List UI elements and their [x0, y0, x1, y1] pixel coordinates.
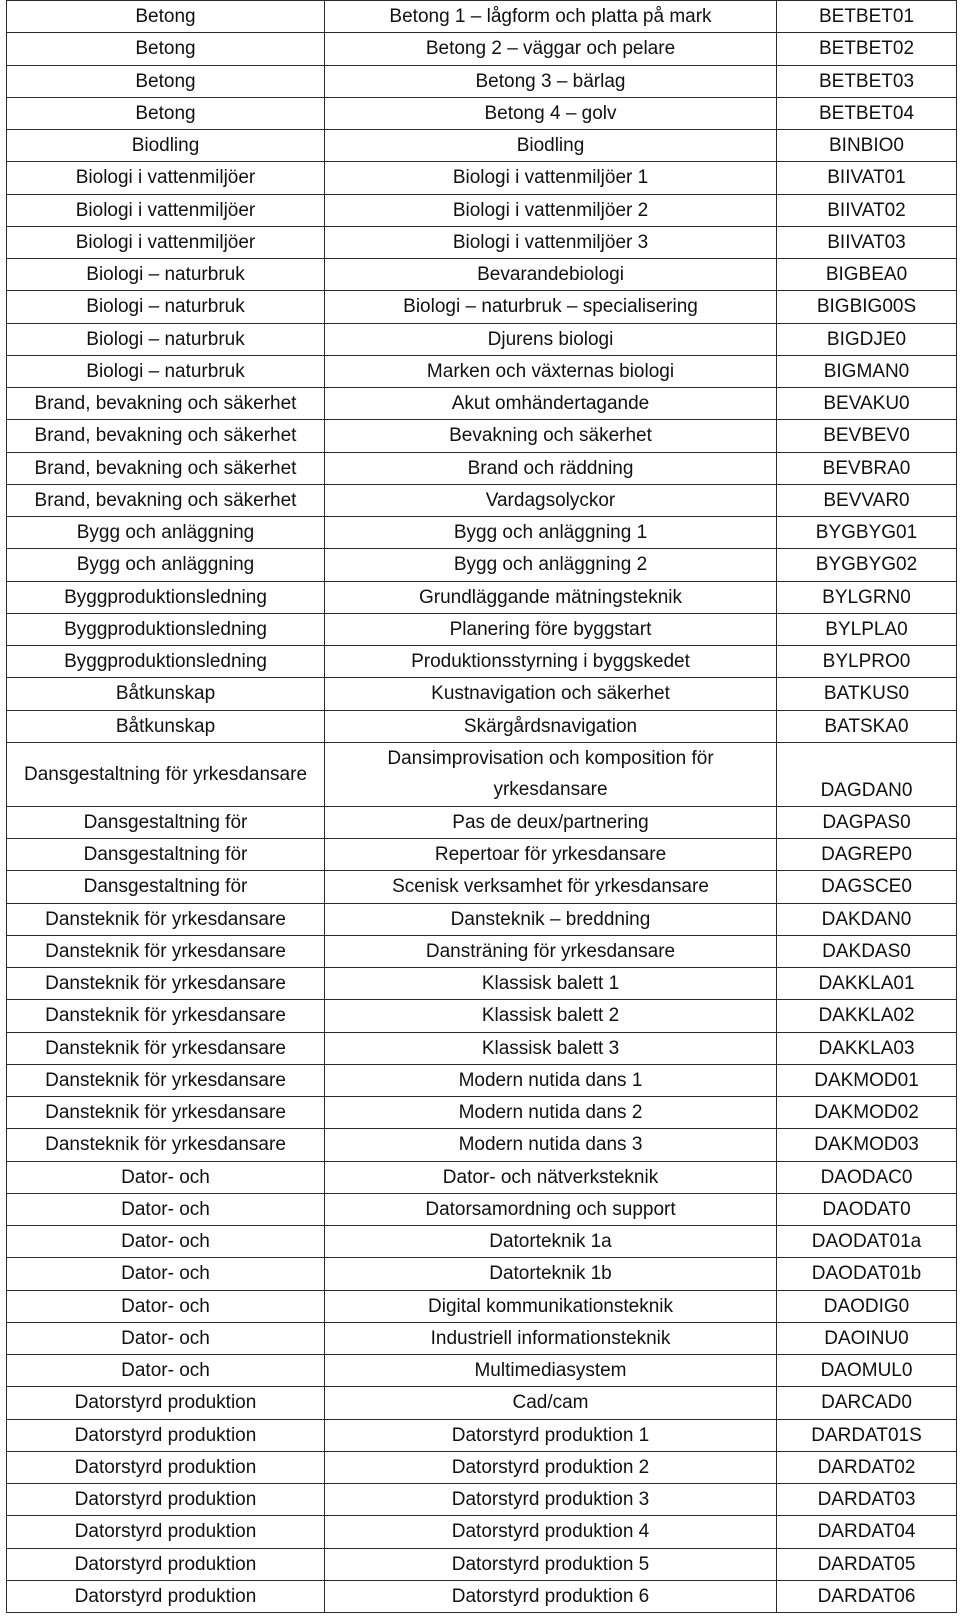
- subject-cell: Dansteknik för yrkesdansare: [7, 903, 325, 935]
- course-code-cell: BINBIO0: [777, 130, 957, 162]
- course-code-cell: BIIVAT02: [777, 194, 957, 226]
- course-code-cell: BEVVAR0: [777, 484, 957, 516]
- subject-cell: Biologi i vattenmiljöer: [7, 162, 325, 194]
- table-row: [7, 1032, 957, 1064]
- subject-cell: Dator- och: [7, 1290, 325, 1322]
- course-code-cell: DAKKLA02: [777, 1000, 957, 1032]
- course-code-cell: BATKUS0: [777, 678, 957, 710]
- table-row: [7, 839, 957, 871]
- course-code-cell: DAODAT01a: [777, 1226, 957, 1258]
- course-code-cell: BIGMAN0: [777, 355, 957, 387]
- course-name-cell: Planering före byggstart: [325, 613, 777, 645]
- table-row: [7, 1, 957, 33]
- course-name-cell: Repertoar för yrkesdansare: [325, 839, 777, 871]
- subject-cell: Dator- och: [7, 1161, 325, 1193]
- course-name-cell: Betong 4 – golv: [325, 97, 777, 129]
- course-name-cell: Datorteknik 1a: [325, 1226, 777, 1258]
- table-row: [7, 1258, 957, 1290]
- course-name-cell: Pas de deux/partnering: [325, 806, 777, 838]
- table-row: [7, 1290, 957, 1322]
- course-name-cell: Biologi – naturbruk – specialisering: [325, 291, 777, 323]
- subject-cell: Biologi i vattenmiljöer: [7, 194, 325, 226]
- course-name-cell: Marken och växternas biologi: [325, 355, 777, 387]
- course-name-cell: Grundläggande mätningsteknik: [325, 581, 777, 613]
- subject-cell: Dator- och: [7, 1226, 325, 1258]
- course-name-cell: Digital kommunikationsteknik: [325, 1290, 777, 1322]
- course-code-cell: BYGBYG02: [777, 549, 957, 581]
- course-name-cell: Biologi i vattenmiljöer 1: [325, 162, 777, 194]
- table-row: [7, 130, 957, 162]
- table-row: [7, 581, 957, 613]
- subject-cell: Biologi – naturbruk: [7, 291, 325, 323]
- course-name-cell: Datorstyrd produktion 3: [325, 1484, 777, 1516]
- table-row: [7, 484, 957, 516]
- course-code-cell: BYLPRO0: [777, 646, 957, 678]
- subject-cell: Bygg och anläggning: [7, 517, 325, 549]
- table-row: [7, 935, 957, 967]
- course-name-cell: Datorstyrd produktion 1: [325, 1419, 777, 1451]
- subject-cell: Datorstyrd produktion: [7, 1419, 325, 1451]
- subject-cell: Dator- och: [7, 1258, 325, 1290]
- subject-cell: Betong: [7, 33, 325, 65]
- course-code-cell: DAKMOD03: [777, 1129, 957, 1161]
- course-name-cell: Kustnavigation och säkerhet: [325, 678, 777, 710]
- course-name-cell: Bevarandebiologi: [325, 259, 777, 291]
- course-name-cell: Klassisk balett 1: [325, 968, 777, 1000]
- course-code-cell: BEVBRA0: [777, 452, 957, 484]
- table-row: [7, 903, 957, 935]
- table-row: [7, 1161, 957, 1193]
- table-row: [7, 742, 957, 806]
- course-name-cell: Betong 3 – bärlag: [325, 65, 777, 97]
- subject-cell: Datorstyrd produktion: [7, 1548, 325, 1580]
- table-row: [7, 259, 957, 291]
- course-name-cell: Modern nutida dans 1: [325, 1064, 777, 1096]
- course-name-cell: Dansteknik – breddning: [325, 903, 777, 935]
- course-name-cell: Datorstyrd produktion 5: [325, 1548, 777, 1580]
- course-name-cell: Modern nutida dans 3: [325, 1129, 777, 1161]
- course-code-cell: BEVAKU0: [777, 388, 957, 420]
- course-code-cell: BYLGRN0: [777, 581, 957, 613]
- course-code-cell: DARDAT01S: [777, 1419, 957, 1451]
- table-row: [7, 1451, 957, 1483]
- table-row: [7, 613, 957, 645]
- subject-cell: Dansteknik för yrkesdansare: [7, 1064, 325, 1096]
- course-code-cell: DAGREP0: [777, 839, 957, 871]
- course-name-cell: Industriell informationsteknik: [325, 1322, 777, 1354]
- course-name-cell: Bygg och anläggning 1: [325, 517, 777, 549]
- course-code-cell: DARDAT03: [777, 1484, 957, 1516]
- course-table-sheet: [6, 0, 957, 1613]
- course-code-cell: DAODAT01b: [777, 1258, 957, 1290]
- table-row: [7, 646, 957, 678]
- course-name-cell: Betong 1 – lågform och platta på mark: [325, 1, 777, 33]
- course-name-cell: Biologi i vattenmiljöer 2: [325, 194, 777, 226]
- course-code-cell: BETBET02: [777, 33, 957, 65]
- course-code-cell: DAOMUL0: [777, 1355, 957, 1387]
- course-name-cell: Skärgårdsnavigation: [325, 710, 777, 742]
- subject-cell: Dansteknik för yrkesdansare: [7, 935, 325, 967]
- table-row: [7, 549, 957, 581]
- subject-cell: Dator- och: [7, 1355, 325, 1387]
- subject-cell: Båtkunskap: [7, 678, 325, 710]
- course-name-cell: Dator- och nätverksteknik: [325, 1161, 777, 1193]
- subject-cell: Båtkunskap: [7, 710, 325, 742]
- course-name-cell: Klassisk balett 3: [325, 1032, 777, 1064]
- subject-cell: Dansgestaltning för: [7, 806, 325, 838]
- course-name-cell: Djurens biologi: [325, 323, 777, 355]
- course-code-cell: BEVBEV0: [777, 420, 957, 452]
- subject-cell: Dansteknik för yrkesdansare: [7, 968, 325, 1000]
- table-row: [7, 1355, 957, 1387]
- course-code-cell: BETBET01: [777, 1, 957, 33]
- course-name-cell: Dansimprovisation och komposition för yrkesdansare: [325, 742, 777, 806]
- subject-cell: Datorstyrd produktion: [7, 1580, 325, 1612]
- course-code-cell: BIGBIG00S: [777, 291, 957, 323]
- subject-cell: Biodling: [7, 130, 325, 162]
- course-code-cell: DAODAT0: [777, 1193, 957, 1225]
- subject-cell: Datorstyrd produktion: [7, 1451, 325, 1483]
- subject-cell: Byggproduktionsledning: [7, 613, 325, 645]
- course-code-cell: DARDAT02: [777, 1451, 957, 1483]
- course-name-cell: Datorstyrd produktion 4: [325, 1516, 777, 1548]
- table-row: [7, 33, 957, 65]
- subject-cell: Dansteknik för yrkesdansare: [7, 1097, 325, 1129]
- subject-cell: Datorstyrd produktion: [7, 1484, 325, 1516]
- course-name-cell: Klassisk balett 2: [325, 1000, 777, 1032]
- table-row: [7, 1516, 957, 1548]
- course-name-cell: Datorteknik 1b: [325, 1258, 777, 1290]
- course-code-cell: DARDAT04: [777, 1516, 957, 1548]
- course-table: [6, 0, 957, 1613]
- table-row: [7, 1548, 957, 1580]
- table-row: [7, 1322, 957, 1354]
- subject-cell: Biologi i vattenmiljöer: [7, 226, 325, 258]
- subject-cell: Byggproduktionsledning: [7, 646, 325, 678]
- course-code-cell: DARDAT06: [777, 1580, 957, 1612]
- course-name-cell: Produktionsstyrning i byggskedet: [325, 646, 777, 678]
- table-row: [7, 291, 957, 323]
- table-row: [7, 1129, 957, 1161]
- course-name-cell: Akut omhändertagande: [325, 388, 777, 420]
- course-name-cell: Bygg och anläggning 2: [325, 549, 777, 581]
- table-row: [7, 97, 957, 129]
- subject-cell: Dansteknik för yrkesdansare: [7, 1032, 325, 1064]
- subject-cell: Betong: [7, 97, 325, 129]
- subject-cell: Betong: [7, 65, 325, 97]
- subject-cell: Dansgestaltning för: [7, 871, 325, 903]
- subject-cell: Betong: [7, 1, 325, 33]
- course-name-cell: Vardagsolyckor: [325, 484, 777, 516]
- course-name-cell: Scenisk verksamhet för yrkesdansare: [325, 871, 777, 903]
- course-code-cell: DAKDAN0: [777, 903, 957, 935]
- course-code-cell: DARDAT05: [777, 1548, 957, 1580]
- course-code-cell: DAODIG0: [777, 1290, 957, 1322]
- course-code-cell: BIIVAT03: [777, 226, 957, 258]
- course-code-cell: DARCAD0: [777, 1387, 957, 1419]
- subject-cell: Brand, bevakning och säkerhet: [7, 388, 325, 420]
- course-name-cell: Datorstyrd produktion 2: [325, 1451, 777, 1483]
- course-code-cell: DAKMOD01: [777, 1064, 957, 1096]
- course-name-cell: Betong 2 – väggar och pelare: [325, 33, 777, 65]
- table-row: [7, 65, 957, 97]
- table-row: [7, 388, 957, 420]
- table-row: [7, 871, 957, 903]
- course-name-cell: Bevakning och säkerhet: [325, 420, 777, 452]
- course-code-cell: DAKKLA01: [777, 968, 957, 1000]
- course-name-cell: Multimediasystem: [325, 1355, 777, 1387]
- course-code-cell: BIGDJE0: [777, 323, 957, 355]
- table-row: [7, 1097, 957, 1129]
- subject-cell: Datorstyrd produktion: [7, 1516, 325, 1548]
- table-row: [7, 323, 957, 355]
- course-name-cell: Modern nutida dans 2: [325, 1097, 777, 1129]
- course-code-cell: DAGPAS0: [777, 806, 957, 838]
- table-row: [7, 1387, 957, 1419]
- course-code-cell: DAGDAN0: [777, 742, 957, 806]
- subject-cell: Dansteknik för yrkesdansare: [7, 1000, 325, 1032]
- course-name-cell: Brand och räddning: [325, 452, 777, 484]
- course-code-cell: DAGSCE0: [777, 871, 957, 903]
- subject-cell: Brand, bevakning och säkerhet: [7, 420, 325, 452]
- course-name-cell: Cad/cam: [325, 1387, 777, 1419]
- table-row: [7, 710, 957, 742]
- subject-cell: Bygg och anläggning: [7, 549, 325, 581]
- table-row: [7, 420, 957, 452]
- table-row: [7, 806, 957, 838]
- subject-cell: Dansteknik för yrkesdansare: [7, 1129, 325, 1161]
- table-row: [7, 1064, 957, 1096]
- course-code-cell: BATSKA0: [777, 710, 957, 742]
- table-row: [7, 1580, 957, 1612]
- table-row: [7, 452, 957, 484]
- table-row: [7, 226, 957, 258]
- table-row: [7, 1419, 957, 1451]
- subject-cell: Biologi – naturbruk: [7, 355, 325, 387]
- course-code-cell: BYLPLA0: [777, 613, 957, 645]
- course-code-cell: BETBET03: [777, 65, 957, 97]
- table-row: [7, 355, 957, 387]
- subject-cell: Dansgestaltning för: [7, 839, 325, 871]
- course-name-cell: Biodling: [325, 130, 777, 162]
- subject-cell: Datorstyrd produktion: [7, 1387, 325, 1419]
- course-name-cell: Datorstyrd produktion 6: [325, 1580, 777, 1612]
- course-code-cell: DAOINU0: [777, 1322, 957, 1354]
- course-name-cell: Biologi i vattenmiljöer 3: [325, 226, 777, 258]
- subject-cell: Dator- och: [7, 1322, 325, 1354]
- course-table-body: [7, 1, 957, 1613]
- course-code-cell: DAKMOD02: [777, 1097, 957, 1129]
- table-row: [7, 678, 957, 710]
- table-row: [7, 162, 957, 194]
- course-code-cell: BYGBYG01: [777, 517, 957, 549]
- course-code-cell: BIIVAT01: [777, 162, 957, 194]
- table-row: [7, 968, 957, 1000]
- subject-cell: Biologi – naturbruk: [7, 323, 325, 355]
- course-code-cell: BIGBEA0: [777, 259, 957, 291]
- subject-cell: Dansgestaltning för yrkesdansare: [7, 742, 325, 806]
- subject-cell: Brand, bevakning och säkerhet: [7, 452, 325, 484]
- subject-cell: Dator- och: [7, 1193, 325, 1225]
- table-row: [7, 517, 957, 549]
- table-row: [7, 1226, 957, 1258]
- subject-cell: Brand, bevakning och säkerhet: [7, 484, 325, 516]
- course-code-cell: DAKKLA03: [777, 1032, 957, 1064]
- table-row: [7, 1484, 957, 1516]
- table-row: [7, 1000, 957, 1032]
- course-name-cell: Datorsamordning och support: [325, 1193, 777, 1225]
- course-name-cell: Dansträning för yrkesdansare: [325, 935, 777, 967]
- course-code-cell: BETBET04: [777, 97, 957, 129]
- subject-cell: Biologi – naturbruk: [7, 259, 325, 291]
- table-row: [7, 194, 957, 226]
- course-code-cell: DAODAC0: [777, 1161, 957, 1193]
- table-row: [7, 1193, 957, 1225]
- subject-cell: Byggproduktionsledning: [7, 581, 325, 613]
- course-code-cell: DAKDAS0: [777, 935, 957, 967]
